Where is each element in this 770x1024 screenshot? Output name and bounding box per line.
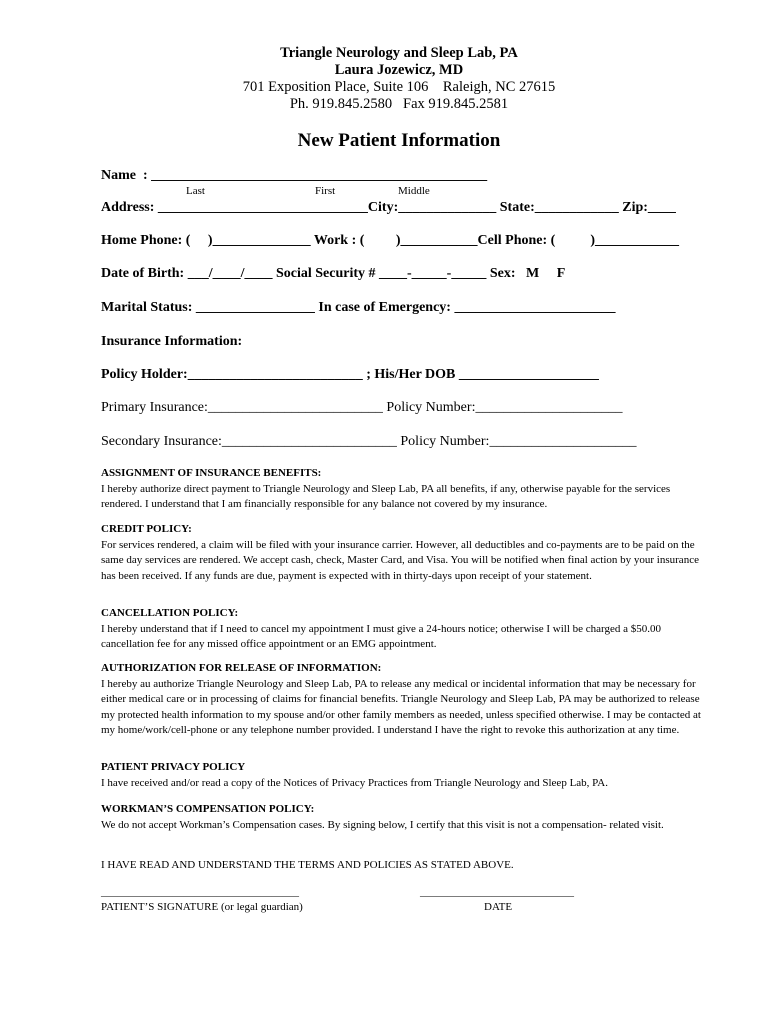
cancellation-section bbox=[101, 606, 701, 653]
primary-insurance-field[interactable]: Primary Insurance:_________________________ Policy Number:_____________________ bbox=[101, 400, 623, 415]
assignment-title: ASSIGNMENT OF INSURANCE BENEFITS: bbox=[101, 467, 322, 479]
practice-address: 701 Exposition Place, Suite 106 Raleigh, NC 27615 bbox=[242, 79, 556, 95]
assignment-section bbox=[101, 466, 701, 513]
credit-title: CREDIT POLICY: bbox=[101, 523, 192, 535]
signature-label: PATIENT’S SIGNATURE (or legal guardian) bbox=[101, 901, 303, 913]
name-first-label: First bbox=[315, 185, 336, 197]
name-field[interactable]: Name : ________________________________________________ bbox=[101, 168, 488, 183]
dob-ssn-sex-fields[interactable]: Date of Birth: ___/____/____ Social Security # ____-_____-_____ Sex: M F bbox=[101, 266, 566, 281]
workman-title: WORKMAN’S COMPENSATION POLICY: bbox=[101, 803, 315, 815]
assignment-text: I hereby authorize direct payment to Triangle Neurology and Sleep Lab, PA all benefits, if any, otherwise payable for the services rendered. I understand that I am financially responsible for any balance not covered by my insurance. bbox=[101, 482, 671, 510]
insurance-heading: Insurance Information: bbox=[101, 334, 243, 349]
credit-section bbox=[101, 522, 701, 584]
policy-holder-field[interactable]: Policy Holder:_________________________ ; His/Her DOB ____________________ bbox=[101, 367, 599, 382]
workman-section bbox=[101, 802, 701, 833]
cancellation-text: I hereby understand that if I need to cancel my appointment I must give a 24-hours notice; otherwise I will be charged a $50.00 cancellation fee for any missed office appointment or an EMG appointment. bbox=[101, 622, 662, 650]
privacy-section bbox=[101, 760, 701, 791]
authorization-title: AUTHORIZATION FOR RELEASE OF INFORMATION: bbox=[101, 662, 382, 674]
marital-emergency-fields[interactable]: Marital Status: _________________ In case of Emergency: _______________________ bbox=[101, 300, 616, 315]
address-field[interactable]: Address: ______________________________City:______________ State:____________ Zip:____ bbox=[101, 200, 676, 215]
authorization-section bbox=[101, 661, 701, 739]
name-middle-label: Middle bbox=[398, 185, 430, 197]
name-last-label: Last bbox=[186, 185, 205, 197]
workman-text: We do not accept Workman’s Compensation cases. By signing below, I certify that this visit is not a compensation- related visit. bbox=[101, 818, 664, 831]
date-label: DATE bbox=[484, 901, 513, 913]
signature-line[interactable]: ____________________________________ bbox=[101, 886, 299, 898]
privacy-text: I have received and/or read a copy of the Notices of Privacy Practices from Triangle Neurology and Sleep Lab, PA. bbox=[101, 776, 608, 789]
practice-phone-fax: Ph. 919.845.2580 Fax 919.845.2581 bbox=[289, 96, 509, 112]
practice-name: Triangle Neurology and Sleep Lab, PA bbox=[280, 45, 518, 61]
authorization-text: I hereby au authorize Triangle Neurology and Sleep Lab, PA to release any medical or incidental information that may be necessary for either medical care or in processing of claims for financial benefits. Triangle Neurology and Sleep Lab, PA may be authorized to release my protected health information to my spouse and/or other family members as needed, unless specified otherwise. I may be contacted at my home/work/cell-phone or any telephone number provided. I understand I have the right to revoke this authorization at any time. bbox=[101, 677, 701, 736]
credit-text: For services rendered, a claim will be filed with your insurance carrier. However, all deductibles and co-payments are to be paid on the same day services are rendered. We accept cash, check, Master Card, and Visa. You will be notified when final action by your insurance has been received. If any funds are due, payment is expected with in thirty-days upon receipt of your statement. bbox=[101, 538, 699, 582]
cancellation-title: CANCELLATION POLICY: bbox=[101, 607, 239, 619]
privacy-title: PATIENT PRIVACY POLICY bbox=[101, 761, 246, 773]
physician-name: Laura Jozewicz, MD bbox=[334, 62, 464, 78]
date-line[interactable]: ____________________________ bbox=[420, 886, 574, 898]
acknowledgement-text: I HAVE READ AND UNDERSTAND THE TERMS AND POLICIES AS STATED ABOVE. bbox=[101, 859, 514, 871]
secondary-insurance-field[interactable]: Secondary Insurance:_________________________ Policy Number:_____________________ bbox=[101, 434, 637, 449]
phone-fields[interactable]: Home Phone: ( )______________ Work : ( )___________Cell Phone: ( )____________ bbox=[101, 233, 679, 248]
page-title: New Patient Information bbox=[297, 130, 501, 151]
